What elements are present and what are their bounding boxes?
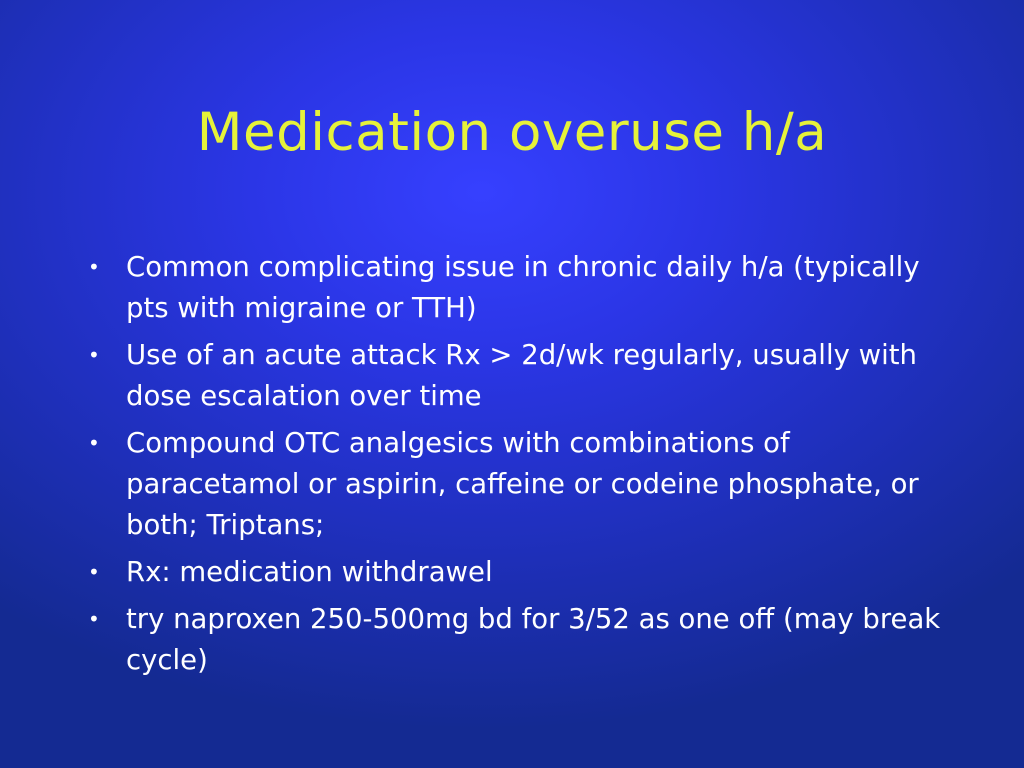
bullet-item-withdrawal (80, 552, 950, 593)
bullet-item-overuse-issue (80, 247, 950, 329)
bullet-dot-icon: • (88, 560, 100, 584)
slide-title: Medication overuse h/a (196, 102, 828, 163)
bullet-list (80, 247, 950, 687)
bullet-item-otc-analgesics (80, 423, 950, 546)
bullet-item-acute-attack (80, 335, 950, 417)
bullet-text: Compound OTC analgesics with combinations of paracetamol or aspirin, caffeine or codeine phosphate, or both; Triptans; (126, 427, 919, 541)
bullet-item-naproxen (80, 599, 950, 681)
bullet-dot-icon: • (88, 607, 100, 631)
bullet-text: Common complicating issue in chronic daily h/a (typically pts with migraine or TTH) (126, 251, 920, 324)
bullet-dot-icon: • (88, 343, 100, 367)
bullet-text: Rx: medication withdrawel (126, 556, 493, 588)
bullet-text: Use of an acute attack Rx > 2d/wk regularly, usually with dose escalation over time (126, 339, 917, 412)
bullet-dot-icon: • (88, 255, 100, 279)
bullet-text: try naproxen 250-500mg bd for 3/52 as one off (may break cycle) (126, 603, 941, 676)
bullet-dot-icon: • (88, 431, 100, 455)
